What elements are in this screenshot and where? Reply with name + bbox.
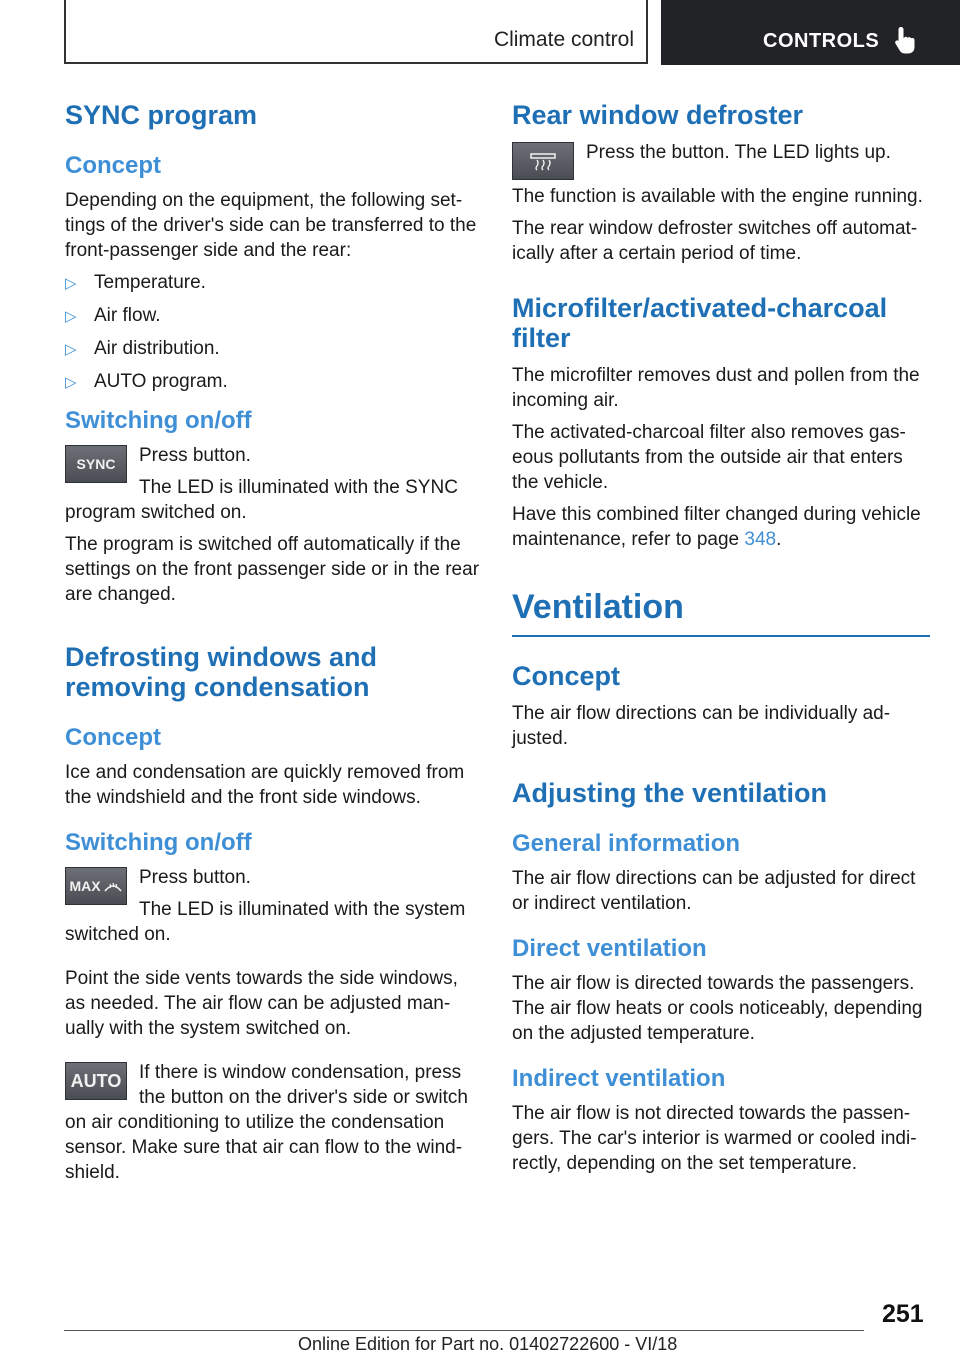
concept-heading: Concept: [65, 152, 161, 179]
adjusting-heading: Adjusting the ventilation: [512, 778, 827, 808]
indirect-vent-heading: Indirect ventilation: [512, 1065, 726, 1092]
sync-button-icon: SYNC: [65, 445, 127, 483]
triangle-bullet-icon: ▷: [65, 275, 77, 292]
defrost-concept-text: Ice and condensation are quickly removed from the windshield and the front side windows.: [65, 762, 465, 808]
microfilter-text: The microfilter removes dust and pollen from the incoming air.: [512, 365, 920, 411]
transfer-settings-list: [65, 270, 483, 395]
sync-button-block: [65, 443, 483, 525]
sync-program-heading: SYNC program: [65, 100, 258, 130]
general-info-text: The air flow directions can be adjusted for direct or indirect ventilation.: [512, 868, 916, 914]
direct-vent-text: The air flow is directed towards the passengers. The air flow heats or cools noticeably, depending on the adjusted temperature.: [512, 973, 923, 1044]
rear-auto-off-text: The rear window defroster switches off automat-ically after a certain period of time.: [512, 218, 918, 264]
list-item: ▷ Air flow.: [65, 303, 483, 329]
windshield-heat-icon: [103, 878, 123, 894]
auto-button-icon: AUTO: [65, 1062, 127, 1100]
list-item: ▷ AUTO program.: [65, 369, 483, 395]
footer-divider: [64, 1330, 864, 1331]
direct-vent-heading: Direct ventilation: [512, 935, 707, 962]
ventilation-heading: Ventilation: [512, 588, 684, 626]
defrost-switching-heading: Switching on/off: [65, 829, 252, 856]
list-item: ▷ Air distribution.: [65, 336, 483, 362]
rear-defroster-heading: Rear window defroster: [512, 100, 804, 130]
triangle-bullet-icon: ▷: [65, 308, 77, 325]
max-defrost-button-icon: MAX: [65, 867, 127, 905]
ventilation-divider: [512, 635, 930, 637]
max-button-block: [65, 865, 483, 947]
max-press-text: Press button.: [139, 867, 251, 888]
microfilter-heading: Microfilter/activated-charcoal filter: [512, 293, 888, 353]
right-column: [512, 100, 930, 1183]
rear-defrost-button-block: [512, 140, 930, 165]
list-item: ▷ Temperature.: [65, 270, 483, 296]
rear-engine-text: The function is available with the engine running.: [512, 186, 923, 207]
page-ref-link[interactable]: 348: [744, 529, 777, 550]
sync-off-text: The program is switched off automatically if the settings on the front passenger side or in the rear are changed.: [65, 534, 480, 605]
concept-paragraph: Depending on the equipment, the following set-tings of the driver's side can be transferred to the front-passenger side and the rear:: [65, 190, 477, 261]
max-led-text: The LED is illuminated with the system switched on.: [65, 899, 466, 945]
switching-on-off-heading: Switching on/off: [65, 407, 252, 434]
triangle-bullet-icon: ▷: [65, 374, 77, 391]
section-title: CONTROLS: [763, 30, 880, 52]
filter-change-text: Have this combined filter changed during vehicle maintenance, refer to page 348.: [512, 504, 921, 550]
sync-press-text: Press button.: [139, 445, 251, 466]
defrost-concept-heading: Concept: [65, 724, 161, 751]
general-info-heading: General information: [512, 830, 741, 857]
page-number: 251: [882, 1300, 924, 1328]
defrosting-heading: Defrosting windows and removing condensation: [65, 642, 378, 702]
rear-window-heat-icon: [529, 151, 557, 171]
vent-concept-heading: Concept: [512, 661, 620, 691]
indirect-vent-text: The air flow is not directed towards the passen-gers. The car's interior is warmed or cooled indi-rectly, depending on the set temperature.: [512, 1103, 917, 1174]
pointing-hand-icon: [894, 25, 920, 55]
header-section-tab: [661, 0, 960, 65]
edition-text: Online Edition for Part no. 01402722600 - VI/18: [298, 1334, 678, 1354]
charcoal-filter-text: The activated-charcoal filter also removes gas-eous pollutants from the outside air that enters the vehicle.: [512, 422, 906, 493]
rear-press-text: Press the button. The LED lights up.: [586, 142, 891, 163]
header-chapter-box: [64, 0, 648, 64]
vent-concept-text: The air flow directions can be individually ad-justed.: [512, 703, 891, 749]
auto-button-block: [65, 1060, 483, 1185]
auto-condensation-text: If there is window condensation, press the button on the driver's side or switch on air conditioning to utilize the condensation sensor. Make sure that air can flow to the wind-shield.: [65, 1062, 468, 1183]
left-column: [65, 100, 483, 1192]
sync-led-text: The LED is illuminated with the SYNC program switched on.: [65, 477, 458, 523]
side-vents-text: Point the side vents towards the side windows, as needed. The air flow can be adjusted man-ually with the system switched on.: [65, 968, 458, 1039]
rear-defrost-button-icon: [512, 142, 574, 180]
chapter-title: Climate control: [493, 28, 634, 51]
triangle-bullet-icon: ▷: [65, 341, 77, 358]
